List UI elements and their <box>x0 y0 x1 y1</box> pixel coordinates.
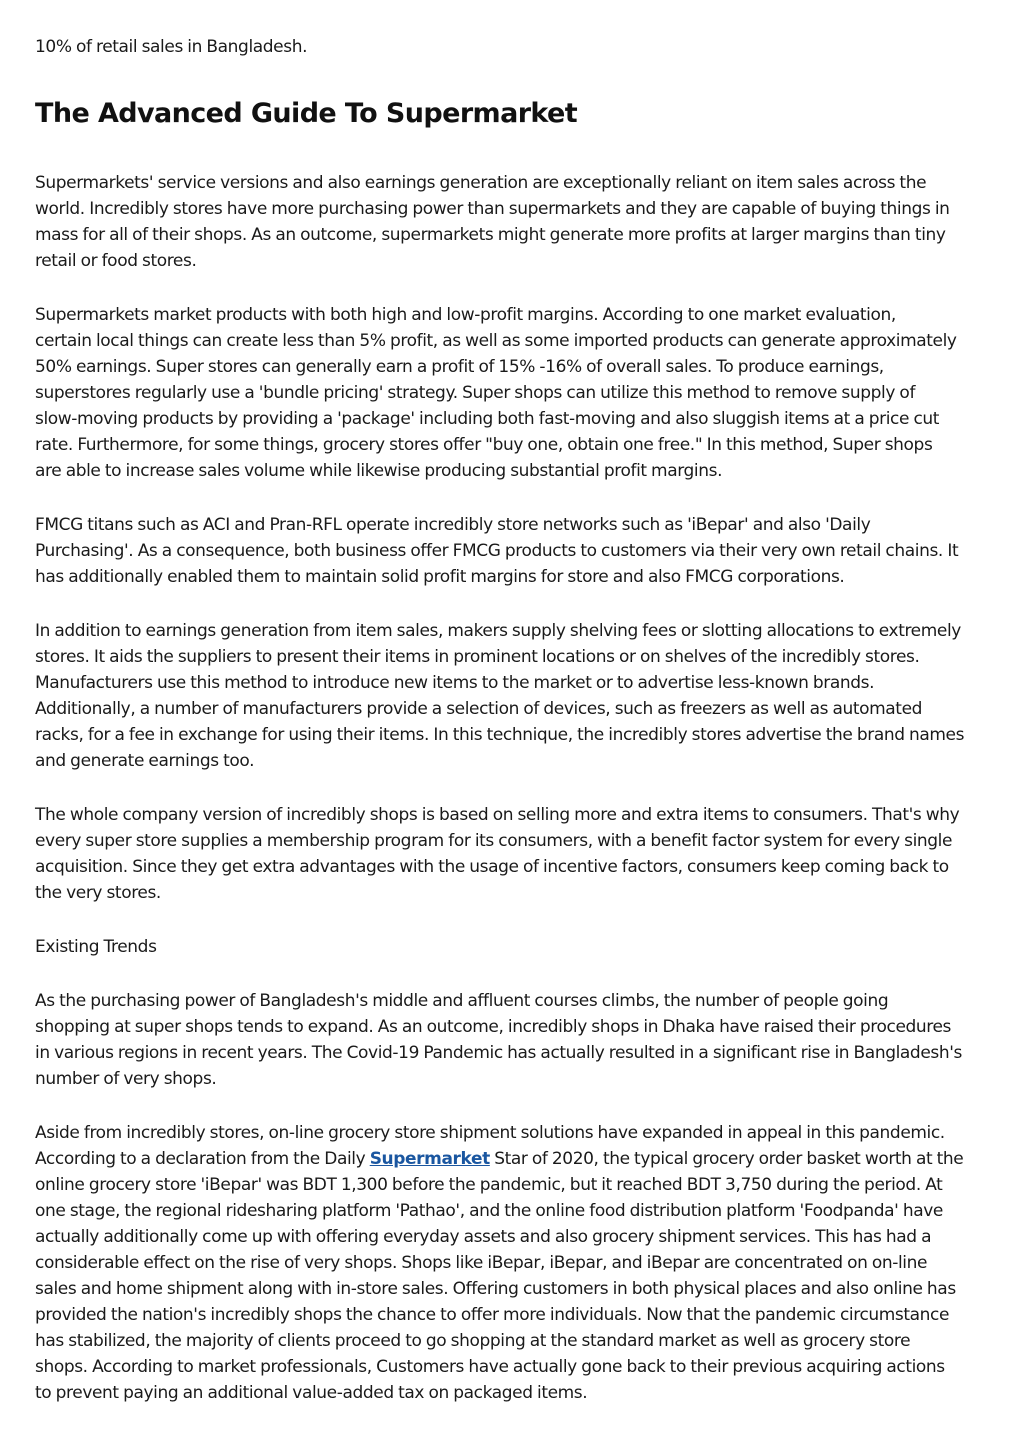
paragraph-4 <box>35 618 993 774</box>
text-line: slow-moving products by providing a 'package' including both fast-moving and also sluggish items at a price cut <box>35 409 940 429</box>
text-line: to prevent paying an additional value-added tax on packaged items. <box>35 1383 588 1403</box>
text-line-with-link <box>35 1146 993 1172</box>
text-line: sales and home shipment along with in-store sales. Offering customers in both physical places and also online has <box>35 1279 956 1299</box>
text-line: actually additionally come up with offering everyday assets and also grocery shipment services. This has had a <box>35 1227 932 1247</box>
text-line: superstores regularly use a 'bundle pricing' strategy. Super shops can utilize this method to remove supply of <box>35 383 916 403</box>
text-line: As the purchasing power of Bangladesh's middle and affluent courses climbs, the number of people going <box>35 991 889 1011</box>
intro-line: 10% of retail sales in Bangladesh. <box>35 37 308 57</box>
text-line: shops. According to market professionals, Customers have actually gone back to their previous acquiring actions <box>35 1357 945 1377</box>
text-line: has additionally enabled them to maintain solid profit margins for store and also FMCG corporations. <box>35 567 845 587</box>
text-line: 50% earnings. Super stores can generally earn a profit of 15% -16% of overall sales. To produce earnings, <box>35 357 884 377</box>
text-line: online grocery store 'iBepar' was BDT 1,300 before the pandemic, but it reached BDT 3,750 during the period. At <box>35 1175 943 1195</box>
text-line: The whole company version of incredibly shops is based on selling more and extra items to consumers. That's why <box>35 805 960 825</box>
text-line: are able to increase sales volume while likewise producing substantial profit margins. <box>35 461 723 481</box>
text-line: every super store supplies a membership program for its consumers, with a benefit factor system for every single <box>35 831 953 851</box>
paragraph-2 <box>35 302 993 484</box>
text-line: Supermarkets' service versions and also earnings generation are exceptionally reliant on item sales across the <box>35 173 927 193</box>
text-line: and generate earnings too. <box>35 751 255 771</box>
text-segment: According to a declaration from the Daily <box>35 1149 370 1169</box>
paragraph-trends <box>35 988 993 1092</box>
page-title: The Advanced Guide To Supermarket <box>35 98 578 129</box>
text-line: Additionally, a number of manufacturers provide a selection of devices, such as freezers as well as automated <box>35 699 923 719</box>
paragraph-3 <box>35 512 993 590</box>
text-line: number of very shops. <box>35 1069 217 1089</box>
text-line: stores. It aids the suppliers to present their items in prominent locations or on shelves of the incredibly stores. <box>35 647 920 667</box>
text-line: Manufacturers use this method to introduce new items to the market or to advertise less-known brands. <box>35 673 875 693</box>
text-line: shopping at super shops tends to expand. As an outcome, incredibly shops in Dhaka have raised their procedures <box>35 1017 952 1037</box>
paragraph-5 <box>35 802 993 906</box>
text-line: racks, for a fee in exchange for using their items. In this technique, the incredibly stores advertise the brand names <box>35 725 965 745</box>
text-line: mass for all of their shops. As an outcome, supermarkets might generate more profits at larger margins than tiny <box>35 225 946 245</box>
text-line: acquisition. Since they get extra advantages with the usage of incentive factors, consumers keep coming back to <box>35 857 949 877</box>
section-heading: Existing Trends <box>35 937 157 957</box>
text-line: world. Incredibly stores have more purchasing power than supermarkets and they are capable of buying things in <box>35 199 950 219</box>
text-line: the very stores. <box>35 883 161 903</box>
document-page <box>35 34 993 1434</box>
text-line: has stabilized, the majority of clients proceed to go shopping at the standard market as well as grocery store <box>35 1331 911 1351</box>
text-line: retail or food stores. <box>35 251 197 271</box>
text-line: in various regions in recent years. The Covid-19 Pandemic has actually resulted in a significant rise in Bangladesh's <box>35 1043 962 1063</box>
paragraph-1 <box>35 170 993 274</box>
text-line: Supermarkets market products with both high and low-profit margins. According to one market evaluation, <box>35 305 896 325</box>
text-line: certain local things can create less than 5% profit, as well as some imported products can generate approximately <box>35 331 957 351</box>
text-line: rate. Furthermore, for some things, grocery stores offer "buy one, obtain one free." In this method, Super shops <box>35 435 933 455</box>
text-line: In addition to earnings generation from item sales, makers supply shelving fees or slotting allocations to extremely <box>35 621 961 641</box>
text-line: one stage, the regional ridesharing platform 'Pathao', and the online food distribution platform 'Foodpanda' have <box>35 1201 943 1221</box>
supermarket-link[interactable]: Supermarket <box>369 1149 490 1169</box>
text-line: Purchasing'. As a consequence, both business offer FMCG products to customers via their very own retail chains. It <box>35 541 959 561</box>
text-segment: Star of 2020, the typical grocery order basket worth at the <box>489 1149 964 1169</box>
text-line: FMCG titans such as ACI and Pran-RFL operate incredibly store networks such as 'iBepar' and also 'Daily <box>35 515 871 535</box>
text-line: provided the nation's incredibly shops the chance to offer more individuals. Now that the pandemic circumstance <box>35 1305 950 1325</box>
text-line: Aside from incredibly stores, on-line grocery store shipment solutions have expanded in appeal in this pandemic. <box>35 1123 945 1143</box>
text-line: considerable effect on the rise of very shops. Shops like iBepar, iBepar, and iBepar are concentrated on on-line <box>35 1253 928 1273</box>
paragraph-last <box>35 1120 993 1406</box>
